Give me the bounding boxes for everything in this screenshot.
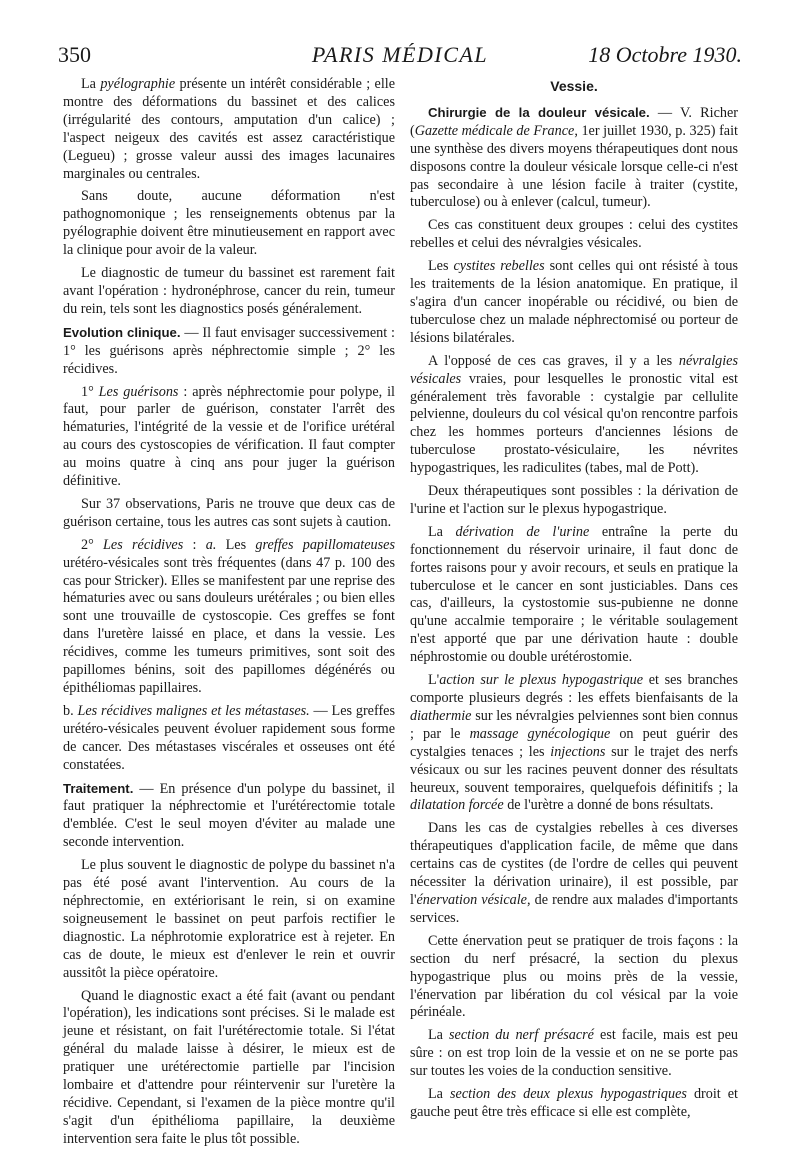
right-column xyxy=(410,76,738,1127)
paragraph-traitement: Traitement. — En présence d'un polype du bassinet, il faut pratiquer la néphrectomie et l'urétérectomie totale d'emblée. C'est le seul moyen d'éviter au malade une seconde intervention. xyxy=(63,780,395,851)
paragraph-nerf-presacre: La section du nerf présacré est facile, mais est peu sûre : on est trop loin de la vessie et on ne se porte pas sur toutes les voies de la conduction sensitive. xyxy=(410,1027,738,1080)
paragraph-recidives: 2° Les récidives : a. Les greffes papillomateuses urétéro-vésicales sont très fréquentes (dans 47 p. 100 des cas pour Stricker). Elles se manifestent par une reprise des hématuries avec ou sans douleurs urétérales ; ou bien elles sont une trouvaille de cystoscopie. Ces greffes se font dans l'uretère laissé en place, et dans la vessie. Les récidives, comme les tumeurs primitives, sont soit des papillomes bénins, soit des papillomes dégénérés ou épithéliomas papillaires. xyxy=(63,536,395,696)
paragraph-derivation: La dérivation de l'urine entraîne la perte du fonctionnement du réservoir urinaire, il faut donc de fortes raisons pour y avoir recours, et seuls en pratique la tuberculose et le cancer en sont justiciables. Dans ces cas, d'ailleurs, la cystostomie sus-pubienne ne donne qu'une accalmie temporaire ; le véritable soulagement n'est apporté que par une dérivation haute : double néphrostomie ou double urétérostomie. xyxy=(410,523,739,666)
paragraph-groupes: Ces cas constituent deux groupes : celui des cystites rebelles et celui des névralgies vésicales. xyxy=(410,217,738,252)
paragraph-diagnostic: Le diagnostic de tumeur du bassinet est rarement fait avant l'opération : hydronéphrose, cancer du rein, tumeur du rein, tels sont les diagnostics posés généralement. xyxy=(63,265,395,317)
paragraph-cystites: Les cystites rebelles sont celles qui ont résisté à tous les traitements de la lésion anatomique. En pratique, il s'agira d'un cancer inopérable ou récidivé, ou bien de tuberculose chez un malade néphrectomisé ou porteur de lésions bilatérales. xyxy=(410,258,738,346)
paragraph-metastases: b. Les récidives malignes et les métastases. — Les greffes urétéro-vésicales peuvent évoluer rapidement sous forme de cancer. Des métastases viscérales et osseuses ont été constatées. xyxy=(63,702,395,773)
paragraph-observations: Sur 37 observations, Paris ne trouve que deux cas de guérison certaine, tous les autres cas sont sujets à caution. xyxy=(63,495,395,530)
section-lead-traitement: Traitement. xyxy=(63,780,134,796)
paragraph-chirurgie: Chirurgie de la douleur vésicale. — V. Richer (Gazette médicale de France, 1er juillet 1930, p. 325) fait une synthèse des divers moyens thérapeutiques dont nous disposons contre la douleur vésicale lorsque celle-ci n'est pas secondaire à une lésion facile à traiter (cystite, tuberculose) ou à enlever (calcul, tumeur). xyxy=(410,104,738,211)
page-header xyxy=(58,40,742,70)
section-lead-evolution: Evolution clinique. xyxy=(63,324,181,340)
section-lead-chirurgie: Chirurgie de la douleur vésicale. xyxy=(428,104,650,120)
paragraph-polype: Le plus souvent le diagnostic de polype du bassinet n'a pas été posé avant l'intervention. Au cours de la néphrectomie, en extériorisant le rein, si on examine soigneusement le bassinet on peut parfois rectifier le diagnostic. La néphrotomie exploratrice est à rejeter. En cas de doute, le mieux est d'enlever le rein et ouvrir aussitôt la pièce opératoire. xyxy=(63,857,395,981)
paragraph-cystalgies: Dans les cas de cystalgies rebelles à ces diverses thérapeutiques d'application facile, de même que dans certains cas de cystites (de l'ordre de celles qui peuvent nécessiter la dérivation urinaire), il est possible, par l'énervation vésicale, de rendre aux malades d'importants services. xyxy=(410,820,738,926)
paragraph-indications: Quand le diagnostic exact a été fait (avant ou pendant l'opération), les indications sont précises. Si le malade est jeune et résistant, on fait l'urétérectomie totale. Si l'état général du malade laisse à désirer, le mieux est de pratiquer une urétérectomie partielle par l'incision lombaire et d'attendre pour réintervenir sur l'uretère la récidive. Cependant, si l'examen de la pièce montre qu'il s'agit d'un épithélioma papillaire, la deuxième intervention sera faite le plus tôt possible. xyxy=(63,987,395,1147)
left-column xyxy=(63,76,395,1154)
paragraph-plexus-hypogastriques: La section des deux plexus hypogastriques droit et gauche peut être très efficace si elle est complète, xyxy=(410,1086,739,1120)
page-number: 350 xyxy=(58,42,91,67)
journal-title: PARIS MÉDICAL xyxy=(311,42,489,67)
paragraph-nevralgies: A l'opposé de ces cas graves, il y a les névralgies vésicales vraies, pour lesquelles le pronostic vital est généralement très favorable : cystalgie par cellulite pelvienne, douleurs du col vésical qu'on rencontre parfois chez les hommes porteurs d'anciennes lésions de tuberculose prostato-vésiculaire, les névrites hypogastriques, les radiculites (tabes, mal de Pott). xyxy=(410,352,738,477)
paragraph-deformation: Sans doute, aucune déformation n'est pathognomonique ; les renseignements obtenus par la pyélographie doivent être minutieusement en rapport avec la clinique pour avoir de la valeur. xyxy=(63,188,395,259)
section-heading-vessie: Vessie. xyxy=(550,78,598,94)
paragraph-evolution: Evolution clinique. — Il faut envisager successivement : 1° les guérisons après néphrectomie simple ; 2° les récidives. xyxy=(63,324,395,377)
paragraph-action-plexus: L'action sur le plexus hypogastrique et ses branches comporte plusieurs degrés : les effets bienfaisants de la diathermie sur les névralgies pelviennes sont bien connus ; par le massage gynécologique on peut guérir des cystalgies tenaces ; les injections sur le trajet des nerfs vésicaux ou sur les racines peuvent donner des résultats heureux, souvent temporaires, quelquefois définitifs ; la dilatation forcée de l'urètre a donné de bons résultats. xyxy=(410,672,739,814)
paragraph-enervation: Cette énervation peut se pratiquer de trois façons : la section du nerf présacré, la section du plexus hypogastrique plus ou moins près de la vessie, l'énervation par libération du col vésical par la voie périnéale. xyxy=(410,932,738,1021)
paragraph-pyelographie: La pyélographie présente un intérêt considérable ; elle montre des déformations du bassinet et des calices (irrégularité des contours, amputation d'un calice) ; l'aspect neigeux des cavités est assez caractéristique (Legueu) ; grosse valeur aussi des images lacunaires marginales ou centrales. xyxy=(63,76,395,182)
paragraph-guerisons: 1° Les guérisons : après néphrectomie pour polype, il faut, pour parler de guérison, constater l'arrêt des hématuries, l'intégrité de la vessie et de l'orifice urétéral au cours des cystoscopies de vérification. Il faut compter au moins quatre à cinq ans pour juger la guérison définitive. xyxy=(63,383,395,490)
issue-date: 18 Octobre 1930. xyxy=(588,42,742,67)
paragraph-therapeutiques: Deux thérapeutiques sont possibles : la dérivation de l'urine et l'action sur le plexus hypogastrique. xyxy=(410,483,738,517)
